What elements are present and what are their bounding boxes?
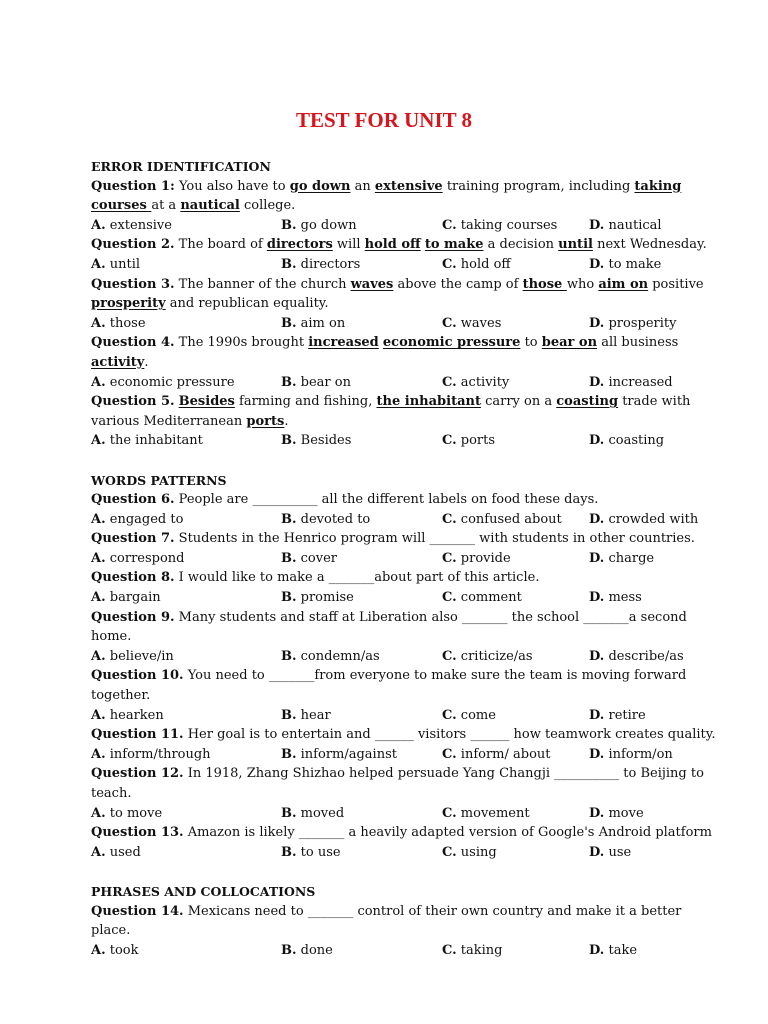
option-text: bargain xyxy=(105,590,161,606)
question-label: Question 4. xyxy=(91,335,175,351)
option-letter: A. xyxy=(91,707,106,723)
option-text: crowded with xyxy=(604,511,699,527)
option-text: directors xyxy=(296,256,361,272)
question-text: The banner of the church xyxy=(174,276,351,292)
answer-option xyxy=(442,843,589,863)
option-letter: B. xyxy=(281,374,297,390)
option-text: waves xyxy=(456,315,502,331)
answer-option xyxy=(589,745,721,765)
question-stem xyxy=(91,275,721,314)
option-letter: A. xyxy=(91,315,106,331)
answer-options xyxy=(91,706,721,726)
answer-option xyxy=(281,745,442,765)
option-letter: D. xyxy=(589,746,605,762)
question-text: Her goal is to entertain and ______ visitors ______ how teamwork creates quality. xyxy=(183,727,716,743)
option-letter: C. xyxy=(442,217,457,233)
option-letter: D. xyxy=(589,374,605,390)
answer-option xyxy=(91,373,281,393)
option-text: aim on xyxy=(296,315,346,331)
question-text: and republican equality. xyxy=(165,296,329,312)
option-letter: A. xyxy=(91,590,106,606)
question-text: People are __________ all the different labels on food these days. xyxy=(174,492,599,508)
answer-option xyxy=(91,745,281,765)
answer-option xyxy=(281,941,442,961)
option-letter: A. xyxy=(91,374,106,390)
question-text: Many students and staff at Liberation also _______ the school _______a second home. xyxy=(91,609,687,645)
option-letter: A. xyxy=(91,942,106,958)
option-letter: A. xyxy=(91,550,106,566)
section-gap xyxy=(91,862,721,882)
question-text: . xyxy=(284,413,289,429)
option-text: coasting xyxy=(604,433,665,449)
underlined-key-phrase: until xyxy=(558,237,593,253)
underlined-key-phrase: the inhabitant xyxy=(376,394,481,410)
option-letter: B. xyxy=(281,217,297,233)
question-label: Question 14. xyxy=(91,903,184,919)
question-stem xyxy=(91,235,721,255)
option-text: hold off xyxy=(456,256,511,272)
option-letter: C. xyxy=(442,942,457,958)
question-text: In 1918, Zhang Shizhao helped persuade Yang Changji __________ to Beijing to teach. xyxy=(91,766,704,801)
answer-options xyxy=(91,510,721,530)
underlined-key-phrase: coasting xyxy=(556,394,619,410)
answer-option xyxy=(281,843,442,863)
question-stem xyxy=(91,392,721,431)
option-text: increased xyxy=(604,374,673,390)
answer-options xyxy=(91,745,721,765)
option-letter: A. xyxy=(91,648,106,664)
option-letter: B. xyxy=(281,805,297,821)
answer-option xyxy=(589,843,721,863)
option-letter: D. xyxy=(589,256,605,272)
underlined-key-phrase: to make xyxy=(424,237,484,253)
question-stem xyxy=(91,725,721,745)
answer-option xyxy=(281,510,442,530)
answer-option xyxy=(442,706,589,726)
answer-options xyxy=(91,255,721,275)
option-text: use xyxy=(604,844,632,860)
question-text: You need to _______from everyone to make sure the team is moving forward together. xyxy=(91,668,687,704)
option-letter: D. xyxy=(589,433,605,449)
section-heading: WORDS PATTERNS xyxy=(91,472,227,488)
option-letter: B. xyxy=(281,590,297,606)
underlined-key-phrase: hold off xyxy=(364,237,421,253)
option-letter: D. xyxy=(589,648,605,664)
option-text: take xyxy=(604,942,638,958)
option-text: go down xyxy=(296,217,357,233)
question-stem xyxy=(91,823,721,843)
answer-option xyxy=(442,216,589,236)
question-text: an xyxy=(350,178,375,194)
option-text: using xyxy=(456,844,497,860)
answer-option xyxy=(91,314,281,334)
underlined-key-phrase: extensive xyxy=(374,178,443,194)
answer-option xyxy=(589,216,721,236)
option-text: confused about xyxy=(456,511,562,527)
answer-option xyxy=(91,255,281,275)
option-letter: C. xyxy=(442,315,457,331)
answer-option xyxy=(281,216,442,236)
answer-option xyxy=(281,588,442,608)
option-text: believe/in xyxy=(105,648,174,664)
question-label: Question 11. xyxy=(91,727,184,743)
answer-options xyxy=(91,588,721,608)
option-text: retire xyxy=(604,707,646,723)
option-text: inform/on xyxy=(604,746,673,762)
answer-option xyxy=(91,431,281,451)
option-text: activity xyxy=(456,374,510,390)
option-text: mess xyxy=(604,590,642,606)
answer-option xyxy=(442,431,589,451)
option-letter: D. xyxy=(589,217,605,233)
option-text: move xyxy=(604,805,644,821)
option-letter: C. xyxy=(442,256,457,272)
question-label: Question 13. xyxy=(91,825,184,841)
answer-option xyxy=(91,549,281,569)
option-text: bear on xyxy=(296,374,351,390)
question-stem xyxy=(91,764,721,803)
option-text: engaged to xyxy=(105,511,184,527)
option-letter: C. xyxy=(442,707,457,723)
answer-options xyxy=(91,647,721,667)
option-letter: D. xyxy=(589,844,605,860)
answer-options xyxy=(91,549,721,569)
question-text: to xyxy=(520,335,542,351)
option-text: ports xyxy=(456,433,496,449)
question-text: You also have to xyxy=(174,178,290,194)
test-content xyxy=(91,157,721,960)
option-text: charge xyxy=(604,550,655,566)
question-text: above the camp of xyxy=(393,276,523,292)
question-label: Question 10. xyxy=(91,668,184,684)
answer-option xyxy=(589,549,721,569)
underlined-key-phrase: ports xyxy=(246,413,285,429)
option-letter: B. xyxy=(281,942,297,958)
question-label: Question 8. xyxy=(91,570,175,586)
question-text: Amazon is likely _______ a heavily adapted version of Google's Android platform xyxy=(183,825,712,841)
option-text: movement xyxy=(456,805,530,821)
option-text: describe/as xyxy=(604,648,684,664)
option-text: prosperity xyxy=(604,315,677,331)
question-text: . xyxy=(144,354,149,370)
option-letter: A. xyxy=(91,433,106,449)
option-letter: D. xyxy=(589,315,605,331)
answer-option xyxy=(442,745,589,765)
section-gap xyxy=(91,451,721,471)
answer-option xyxy=(589,647,721,667)
option-letter: C. xyxy=(442,511,457,527)
answer-option xyxy=(281,431,442,451)
answer-option xyxy=(442,314,589,334)
underlined-key-phrase: increased xyxy=(308,335,379,351)
option-text: condemn/as xyxy=(296,648,380,664)
option-letter: A. xyxy=(91,805,106,821)
answer-option xyxy=(281,706,442,726)
answer-option xyxy=(442,588,589,608)
answer-option xyxy=(589,314,721,334)
underlined-key-phrase: bear on xyxy=(541,335,598,351)
option-letter: A. xyxy=(91,511,106,527)
option-letter: B. xyxy=(281,550,297,566)
question-text: will xyxy=(332,237,365,253)
underlined-key-phrase: activity xyxy=(91,354,145,370)
option-text: the inhabitant xyxy=(105,433,203,449)
answer-option xyxy=(281,549,442,569)
option-text: to make xyxy=(604,256,662,272)
question-stem xyxy=(91,608,721,647)
answer-option xyxy=(442,804,589,824)
option-text: done xyxy=(296,942,333,958)
underlined-key-phrase: waves xyxy=(350,276,394,292)
option-letter: A. xyxy=(91,256,106,272)
option-letter: C. xyxy=(442,648,457,664)
option-text: hearken xyxy=(105,707,164,723)
option-text: inform/through xyxy=(105,746,211,762)
answer-option xyxy=(442,255,589,275)
option-text: devoted to xyxy=(296,511,371,527)
question-text: Students in the Henrico program will _______ with students in other countries. xyxy=(174,531,695,547)
question-text: The 1990s brought xyxy=(174,335,309,351)
option-text: hear xyxy=(296,707,331,723)
option-letter: B. xyxy=(281,315,297,331)
underlined-key-phrase: nautical xyxy=(180,198,240,214)
answer-options xyxy=(91,216,721,236)
answer-option xyxy=(589,431,721,451)
option-letter: D. xyxy=(589,707,605,723)
option-text: extensive xyxy=(105,217,172,233)
question-text: all business xyxy=(597,335,679,351)
option-text: correspond xyxy=(105,550,185,566)
question-stem xyxy=(91,902,721,941)
answer-options xyxy=(91,314,721,334)
underlined-key-phrase: Besides xyxy=(178,394,235,410)
answer-option xyxy=(589,941,721,961)
question-text: positive xyxy=(648,276,704,292)
answer-option xyxy=(281,314,442,334)
option-letter: C. xyxy=(442,746,457,762)
question-label: Question 3. xyxy=(91,276,175,292)
option-text: criticize/as xyxy=(456,648,533,664)
option-letter: B. xyxy=(281,707,297,723)
option-text: to use xyxy=(296,844,341,860)
answer-option xyxy=(589,255,721,275)
answer-option xyxy=(281,255,442,275)
answer-option xyxy=(589,588,721,608)
question-label: Question 5. xyxy=(91,394,175,410)
option-text: used xyxy=(105,844,141,860)
answer-option xyxy=(91,804,281,824)
question-stem xyxy=(91,568,721,588)
question-text: I would like to make a _______about part of this article. xyxy=(174,570,540,586)
section-heading: ERROR IDENTIFICATION xyxy=(91,159,271,174)
option-letter: A. xyxy=(91,217,106,233)
option-text: cover xyxy=(296,550,338,566)
answer-options xyxy=(91,804,721,824)
answer-options xyxy=(91,843,721,863)
answer-option xyxy=(442,647,589,667)
question-text: who xyxy=(566,276,599,292)
question-text: trade with various Mediterranean xyxy=(91,394,691,429)
option-text: nautical xyxy=(604,217,662,233)
page-title: TEST FOR UNIT 8 xyxy=(295,108,473,132)
option-text: inform/against xyxy=(296,746,397,762)
option-letter: B. xyxy=(281,433,297,449)
answer-option xyxy=(281,373,442,393)
option-text: inform/ about xyxy=(456,746,551,762)
option-text: comment xyxy=(456,590,522,606)
option-letter: B. xyxy=(281,511,297,527)
question-text: carry on a xyxy=(480,394,557,410)
option-letter: A. xyxy=(91,746,106,762)
question-text: at a xyxy=(151,198,181,214)
question-stem xyxy=(91,529,721,549)
answer-options xyxy=(91,431,721,451)
question-stem xyxy=(91,333,721,372)
answer-options xyxy=(91,373,721,393)
option-letter: C. xyxy=(442,374,457,390)
question-text: a decision xyxy=(483,237,559,253)
underlined-key-phrase: go down xyxy=(289,178,351,194)
question-label: Question 9. xyxy=(91,609,175,625)
option-text: moved xyxy=(296,805,345,821)
option-letter: B. xyxy=(281,844,297,860)
option-letter: C. xyxy=(442,844,457,860)
option-text: took xyxy=(105,942,139,958)
answer-option xyxy=(91,706,281,726)
option-letter: D. xyxy=(589,590,605,606)
option-letter: C. xyxy=(442,550,457,566)
question-text: college. xyxy=(239,198,296,214)
answer-options xyxy=(91,941,721,961)
answer-option xyxy=(589,510,721,530)
underlined-key-phrase: aim on xyxy=(598,276,649,292)
section-heading: PHRASES AND COLLOCATIONS xyxy=(91,883,316,899)
option-text: until xyxy=(105,256,141,272)
answer-option xyxy=(91,941,281,961)
answer-option xyxy=(91,216,281,236)
question-label: Question 12. xyxy=(91,766,184,782)
question-label: Question 7. xyxy=(91,531,175,547)
underlined-key-phrase: prosperity xyxy=(91,296,166,312)
question-stem xyxy=(91,177,721,216)
option-letter: B. xyxy=(281,256,297,272)
answer-option xyxy=(589,706,721,726)
answer-option xyxy=(281,804,442,824)
option-text: economic pressure xyxy=(105,374,235,390)
answer-option xyxy=(589,373,721,393)
answer-option xyxy=(442,373,589,393)
question-label: Question 1: xyxy=(91,178,175,194)
option-text: provide xyxy=(456,550,511,566)
option-letter: B. xyxy=(281,648,297,664)
question-text: The board of xyxy=(174,237,267,253)
question-text: next Wednesday. xyxy=(592,237,707,253)
option-text: taking courses xyxy=(456,217,558,233)
question-text: training program, including xyxy=(442,178,635,194)
answer-option xyxy=(589,804,721,824)
option-letter: D. xyxy=(589,550,605,566)
question-label: Question 6. xyxy=(91,492,175,508)
option-letter: A. xyxy=(91,844,106,860)
answer-option xyxy=(91,843,281,863)
question-stem xyxy=(91,490,721,510)
option-text: taking xyxy=(456,942,503,958)
option-text: come xyxy=(456,707,496,723)
question-label: Question 2. xyxy=(91,237,175,253)
answer-option xyxy=(91,647,281,667)
question-stem xyxy=(91,666,721,705)
answer-option xyxy=(281,647,442,667)
option-letter: B. xyxy=(281,746,297,762)
option-letter: C. xyxy=(442,805,457,821)
option-letter: D. xyxy=(589,511,605,527)
option-text: Besides xyxy=(296,433,352,449)
underlined-key-phrase: directors xyxy=(266,237,333,253)
option-text: promise xyxy=(296,590,354,606)
answer-option xyxy=(91,510,281,530)
answer-option xyxy=(91,588,281,608)
option-text: those xyxy=(105,315,146,331)
underlined-key-phrase: economic pressure xyxy=(382,335,521,351)
question-text: farming and fishing, xyxy=(234,394,377,410)
answer-option xyxy=(442,510,589,530)
option-text: to move xyxy=(105,805,163,821)
option-letter: D. xyxy=(589,805,605,821)
option-letter: D. xyxy=(589,942,605,958)
option-letter: C. xyxy=(442,433,457,449)
question-text: Mexicans need to _______ control of their own country and make it a better place. xyxy=(91,903,682,939)
answer-option xyxy=(442,549,589,569)
underlined-key-phrase: those xyxy=(522,276,567,292)
option-letter: C. xyxy=(442,590,457,606)
answer-option xyxy=(442,941,589,961)
underlined-key-phrase: taking courses xyxy=(91,178,682,214)
